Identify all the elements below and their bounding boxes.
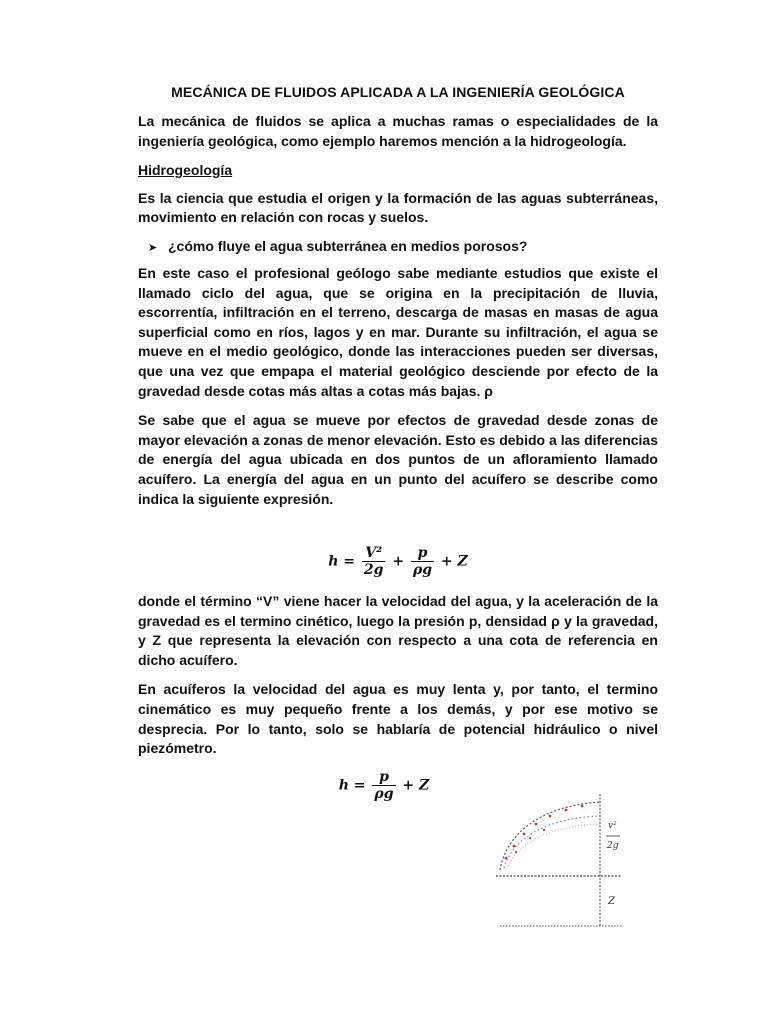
formula2-denominator: ρg [374,785,394,802]
section-heading-hidrogeologia: Hidrogeología [138,162,233,179]
flow-markers [505,805,584,860]
formula2-tail: + Z [402,777,430,794]
figure-label-2g: 2g [607,841,619,851]
formula1-frac2-denominator: ρg [412,562,433,579]
bullet-text: ¿cómo fluye el agua subterránea en medios porosos? [168,237,528,254]
formula2-lhs: h = [338,777,366,794]
formula1-kinetic-fraction [362,545,386,578]
figure-label-v2: v² [608,821,617,831]
formula1-frac1-denominator: 2g [363,562,384,579]
formula1-lhs: h = [328,553,356,570]
formula1-frac2-numerator: p [411,545,434,562]
definition-paragraph: Es la ciencia que estudia el origen y la formación de las aguas subterráneas, movimiento en relación con rocas y suelos. [138,189,658,226]
bullet-item [138,238,658,254]
figure-label-z: Z [608,896,615,907]
intro-paragraph: La mecánica de fluidos se aplica a muchas ramas o especialidades de la ingeniería geológica, como ejemplo haremos mención a la hidrogeología. [138,113,658,149]
paragraph-energia: Se sabe que el agua se mueve por efectos de gravedad desde zonas de mayor elevación a zonas de menor elevación. Esto es debido a las diferencias de energía del agua ubicada en dos puntos de un afloramiento llamado acuífero. La energía del agua en un punto del acuífero se describe como indica la siguiente expresión. [138,412,658,507]
piezometric-line-curve-2 [508,824,600,866]
formula1-plus: + [392,553,405,570]
formula-energy-head [138,545,658,578]
arrow-bullet-icon: ➤ [148,241,158,254]
formula1-tail: + Z [440,553,468,570]
document-title: MECÁNICA DE FLUIDOS APLICADA A LA INGENIERÍA GEOLÓGICA [171,84,625,100]
paragraph-ciclo-del-agua: En este caso el profesional geólogo sabe mediante estudios que existe el llamado ciclo del agua, que se origina en la precipitación de lluvia, escorrentía, infiltración en el terreno, descarga de masas en masas de agua superficial como en ríos, lagos y en mar. Durante su infiltración, el agua se mueve en el medio geológico, donde las interacciones pueden ser diversas, que una vez que empapa el material geológico desciende por efecto de la gravedad desde cotas más altas a cotas más bajas. ρ [138,264,658,399]
energy-line-curve [500,802,600,870]
formula2-numerator: p [372,769,395,786]
energy-line-sketch [496,788,646,930]
paragraph-acuiferos: En acuíferos la velocidad del agua es muy lenta y, por tanto, el termino cinemático es muy pequeño frente a los demás, y por ese motivo se desprecia. Por lo tanto, solo se hablaría de potencial hidráulico o nivel piezómetro. [138,681,658,757]
formula1-frac1-numerator: V² [362,545,386,562]
formula2-fraction [372,769,395,802]
formula1-pressure-fraction [411,545,434,578]
document-body [138,84,658,802]
piezometric-line-curve [504,816,600,868]
paragraph-terminos: donde el término “V” viene hacer la velocidad del agua, y la aceleración de la gravedad es el termino cinético, luego la presión p, densidad ρ y la gravedad, y Z que representa la elevación con respecto a una cota de referencia en dicho acuífero. [138,593,658,668]
